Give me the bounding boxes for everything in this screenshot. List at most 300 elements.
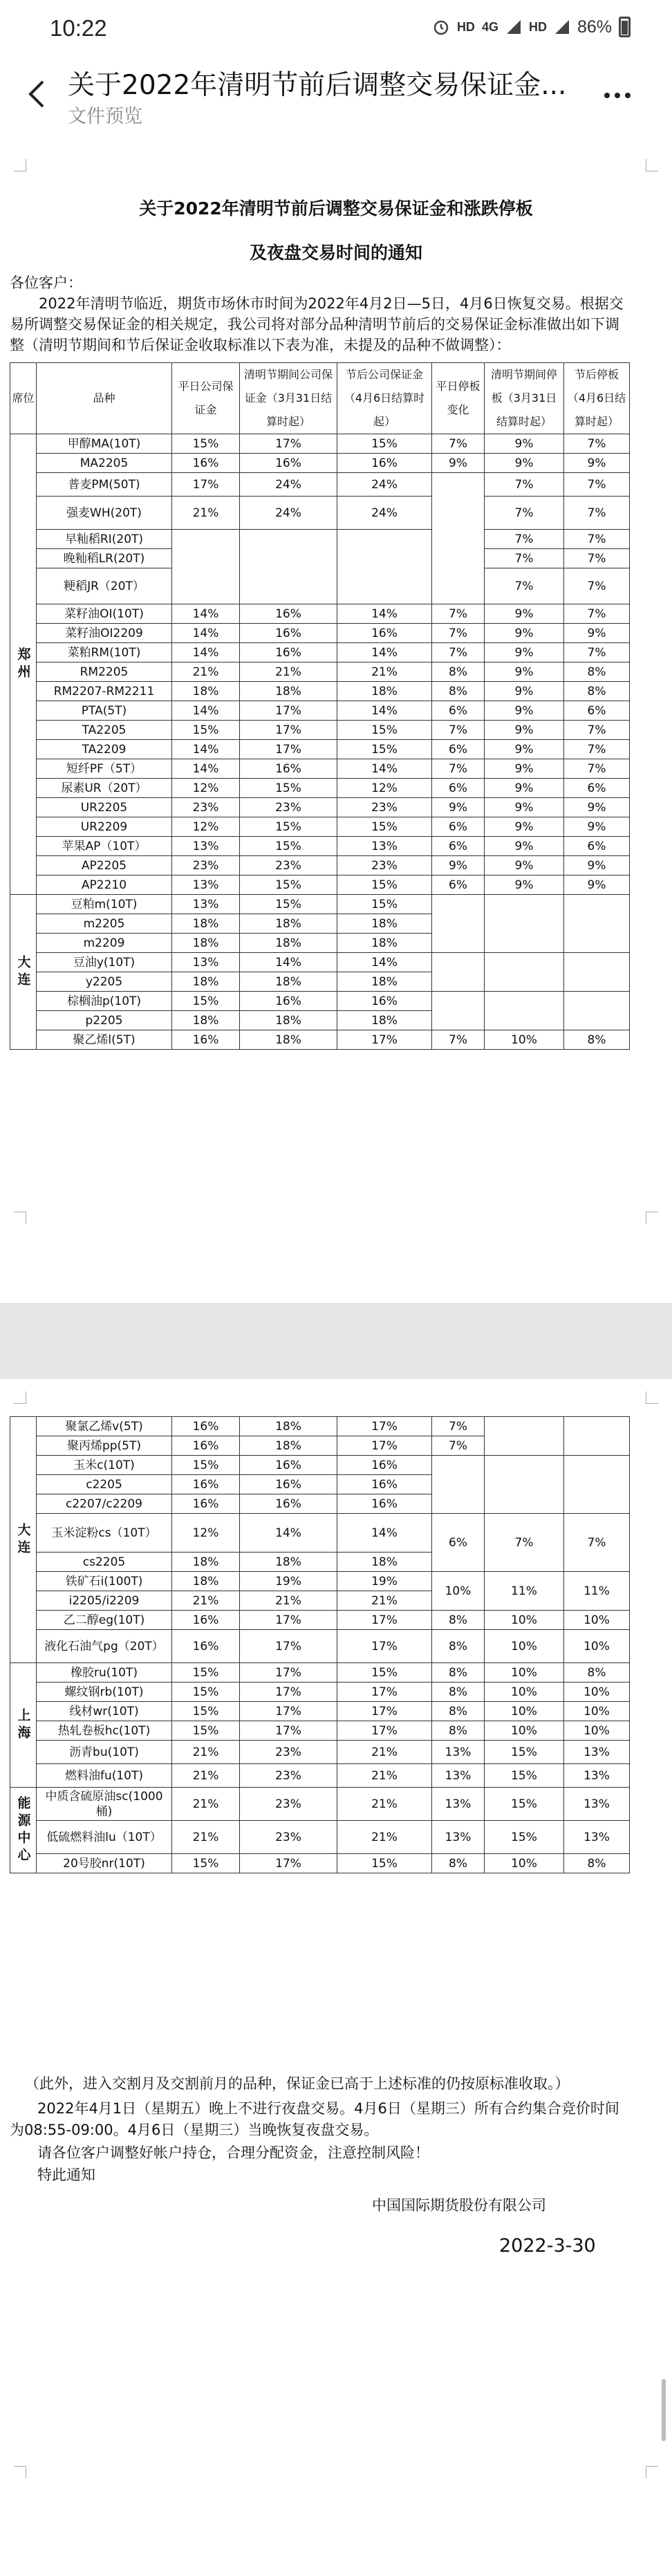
normal-margin-cell: 21% [172,1591,240,1611]
product-cell: 粳稻JR（20T） [37,568,172,604]
risk-reminder: 请各位客户调整好帐户持仓，合理分配资金，注意控制风险！ [37,2144,429,2161]
normal-margin-cell: 14% [172,759,240,779]
scrollbar-thumb[interactable] [662,2379,666,2441]
normal-margin-cell: 23% [172,798,240,817]
post-holiday-limit-cell: 7% [564,549,630,568]
product-cell: 橡胶ru(10T) [37,1663,172,1683]
post-holiday-margin-cell: 14% [337,953,432,972]
exchange-cell: 能源中心 [10,1788,37,1873]
product-cell: 低硫燃料油lu（10T） [37,1821,172,1854]
post-holiday-margin-cell: 17% [337,1683,432,1702]
holiday-limit-cell: 9% [485,740,564,759]
post-holiday-margin-cell: 17% [337,1030,432,1050]
holiday-margin-cell: 16% [240,1475,337,1494]
product-cell: UR2205 [37,798,172,817]
post-holiday-limit-cell: 9% [564,454,630,473]
holiday-margin-cell: 17% [240,740,337,759]
table-row [10,1741,630,1764]
post-holiday-margin-cell: 15% [337,740,432,759]
product-cell: 螺纹钢rb(10T) [37,1683,172,1702]
limit-change-cell [432,992,485,1030]
post-holiday-limit-cell: 9% [564,624,630,643]
normal-margin-cell: 15% [172,1456,240,1475]
intro-paragraph: 2022年清明节临近，期货市场休市时间为2022年4月2日—5日，4月6日恢复交易。根据交易所调整交易保证金的相关规定，我公司将对部分品种清明节前后的交易保证金标准做出如下调整（清明节期间和节后保证金收取标准以下表为准，未提及的品种不做调整）： [10,295,624,353]
normal-margin-cell: 21% [172,1764,240,1788]
product-cell: 液化石油气pg（20T） [37,1630,172,1663]
post-holiday-limit-cell [564,1456,630,1514]
limit-change-cell: 8% [432,1854,485,1873]
post-holiday-limit-cell: 8% [564,682,630,701]
normal-margin-cell: 16% [172,1475,240,1494]
page-corner-mark [646,2466,658,2478]
holiday-limit-cell: 10% [485,1611,564,1630]
limit-change-cell: 13% [432,1741,485,1764]
normal-margin-cell: 16% [172,1030,240,1050]
limit-change-cell: 7% [432,1417,485,1436]
post-holiday-limit-cell: 9% [564,798,630,817]
holiday-margin-cell: 16% [240,624,337,643]
margin-table-part-2 [10,1416,630,1873]
battery-percent: 86% [577,17,612,37]
network-label-hd: HD [456,19,475,34]
limit-change-cell: 6% [432,740,485,759]
post-holiday-limit-cell: 10% [564,1683,630,1702]
post-holiday-limit-cell: 10% [564,1702,630,1721]
holiday-limit-cell [485,1417,564,1456]
product-cell: 沥青bu(10T) [37,1741,172,1764]
product-cell: 菜籽油OI(10T) [37,604,172,624]
product-cell: 20号胶nr(10T) [37,1854,172,1873]
normal-margin-cell: 15% [172,1721,240,1741]
post-holiday-margin-cell: 16% [337,1475,432,1494]
post-holiday-limit-cell: 7% [564,604,630,624]
holiday-margin-cell: 17% [240,434,337,454]
page-corner-mark [646,159,658,172]
product-cell: 燃料油fu(10T) [37,1764,172,1788]
margin-table-part-1 [10,362,630,1050]
post-holiday-limit-cell: 9% [564,817,630,837]
product-cell: 早籼稻RI(20T) [37,530,172,549]
normal-margin-cell: 13% [172,953,240,972]
post-holiday-limit-cell: 11% [564,1572,630,1611]
table-row [10,1854,630,1873]
post-holiday-margin-cell: 14% [337,604,432,624]
product-cell: i2205/i2209 [37,1591,172,1611]
post-holiday-limit-cell [564,953,630,992]
holiday-limit-cell [485,992,564,1030]
holiday-margin-cell: 15% [240,817,337,837]
notice-date: 2022-3-30 [499,2235,596,2257]
normal-margin-cell: 18% [172,1572,240,1591]
holiday-limit-cell: 9% [485,798,564,817]
post-holiday-margin-cell: 17% [337,1630,432,1663]
header-cell: 清明节期间公司保证金（3月31日结算时起） [240,363,337,434]
post-holiday-margin-cell: 24% [337,497,432,530]
holiday-limit-cell: 9% [485,604,564,624]
holiday-margin-cell: 16% [240,1456,337,1475]
holiday-margin-cell: 18% [240,1553,337,1572]
product-cell: AP2205 [37,856,172,875]
table-row [10,837,630,856]
normal-margin-cell: 16% [172,1494,240,1514]
post-holiday-margin-cell: 18% [337,934,432,953]
post-holiday-margin-cell: 23% [337,856,432,875]
signal-icon [505,19,522,35]
post-holiday-margin-cell: 16% [337,624,432,643]
normal-margin-cell: 13% [172,895,240,914]
product-cell: 短纤PF（5T） [37,759,172,779]
table-row [10,817,630,837]
holiday-margin-cell: 23% [240,1788,337,1821]
clock: 10:22 [50,15,107,41]
post-holiday-margin-cell: 16% [337,1456,432,1475]
post-holiday-limit-cell: 13% [564,1821,630,1854]
post-holiday-margin-cell: 15% [337,875,432,895]
product-cell: TA2205 [37,721,172,740]
holiday-limit-cell: 9% [485,682,564,701]
holiday-limit-cell: 7% [485,473,564,497]
normal-margin-cell: 13% [172,837,240,856]
document-page-1 [0,133,672,1303]
table-row [10,1683,630,1702]
post-holiday-limit-cell: 6% [564,837,630,856]
limit-change-cell: 6% [432,701,485,721]
table-row [10,624,630,643]
post-holiday-margin-cell: 15% [337,895,432,914]
holiday-margin-cell: 16% [240,759,337,779]
holiday-limit-cell: 15% [485,1764,564,1788]
post-holiday-limit-cell: 7% [564,568,630,604]
limit-change-cell: 6% [432,779,485,798]
post-holiday-margin-cell: 12% [337,779,432,798]
normal-margin-cell: 14% [172,624,240,643]
holiday-limit-cell [485,953,564,992]
holiday-limit-cell: 9% [485,662,564,682]
post-holiday-margin-cell: 21% [337,662,432,682]
normal-margin-cell: 12% [172,1514,240,1553]
table-row [10,662,630,682]
product-cell: MA2205 [37,454,172,473]
product-cell: 强麦WH(20T) [37,497,172,530]
limit-change-cell: 7% [432,759,485,779]
holiday-margin-cell: 18% [240,972,337,992]
normal-margin-cell: 21% [172,1821,240,1854]
page-separator [0,1303,672,1379]
table-row [10,1630,630,1663]
normal-margin-cell: 15% [172,992,240,1011]
post-holiday-margin-cell: 17% [337,1611,432,1630]
holiday-margin-cell: 18% [240,682,337,701]
night-session-notice: 2022年4月1日（星期五）晚上不进行夜盘交易。4月6日（星期三）所有合约集合竞价时间为08:55-09:00。4月6日（星期三）当晚恢复夜盘交易。 [10,2100,619,2138]
normal-margin-cell: 18% [172,914,240,934]
post-holiday-margin-cell: 17% [337,1436,432,1456]
holiday-margin-cell: 17% [240,1630,337,1663]
holiday-limit-cell: 11% [485,1572,564,1611]
post-holiday-margin-cell: 18% [337,972,432,992]
post-holiday-margin-cell: 21% [337,1764,432,1788]
product-cell: y2205 [37,972,172,992]
post-holiday-limit-cell: 13% [564,1788,630,1821]
table-row [10,1417,630,1436]
product-cell: 线材wr(10T) [37,1702,172,1721]
normal-margin-cell: 16% [172,1436,240,1456]
product-cell: RM2207-RM2211 [37,682,172,701]
page-corner-mark [646,1391,658,1404]
normal-margin-cell: 18% [172,1011,240,1030]
table-row [10,1572,630,1591]
post-holiday-margin-cell: 21% [337,1788,432,1821]
holiday-margin-cell: 17% [240,1854,337,1873]
normal-margin-cell: 15% [172,721,240,740]
product-cell: m2205 [37,914,172,934]
holiday-margin-cell: 14% [240,1514,337,1553]
limit-change-cell: 8% [432,1721,485,1741]
header-cell: 品种 [37,363,172,434]
holiday-limit-cell: 10% [485,1030,564,1050]
holiday-limit-cell: 7% [485,497,564,530]
table-row [10,992,630,1011]
post-holiday-limit-cell [564,895,630,953]
header-cell: 平日公司保证金 [172,363,240,434]
holiday-margin-cell: 23% [240,1821,337,1854]
table-row [10,1611,630,1630]
holiday-margin-cell: 15% [240,875,337,895]
document-title: 关于2022年清明节前后调整交易保证金和涨跌停板 [139,198,533,219]
product-cell: 聚氯乙烯v(5T) [37,1417,172,1436]
post-holiday-limit-cell: 7% [564,740,630,759]
post-holiday-margin-cell: 15% [337,1663,432,1683]
document-title-line-2: 及夜盘交易时间的通知 [249,243,422,263]
normal-margin-cell: 16% [172,1417,240,1436]
holiday-limit-cell: 10% [485,1663,564,1683]
post-holiday-margin-cell: 14% [337,759,432,779]
post-holiday-limit-cell: 7% [564,1514,630,1572]
status-icons [432,17,631,37]
product-cell: 豆粕m(10T) [37,895,172,914]
product-cell: 苹果AP（10T） [37,837,172,856]
table-row [10,682,630,701]
normal-margin-cell: 21% [172,1788,240,1821]
table-row [10,473,630,497]
holiday-margin-cell: 23% [240,1764,337,1788]
limit-change-cell: 8% [432,682,485,701]
holiday-limit-cell: 9% [485,817,564,837]
holiday-margin-cell: 14% [240,953,337,972]
post-holiday-margin-cell: 13% [337,837,432,856]
table-row [10,643,630,662]
limit-change-cell: 10% [432,1572,485,1611]
post-holiday-limit-cell: 7% [564,643,630,662]
holiday-margin-cell: 16% [240,643,337,662]
post-holiday-limit-cell: 8% [564,1030,630,1050]
holiday-margin-cell: 17% [240,1721,337,1741]
post-holiday-margin-cell: 16% [337,992,432,1011]
page-corner-mark [14,1391,26,1404]
normal-margin-cell: 15% [172,1854,240,1873]
limit-change-cell: 6% [432,1514,485,1572]
limit-change-cell: 7% [432,643,485,662]
header-cell: 节后停板（4月6日结算时起） [564,363,630,434]
normal-margin-cell: 15% [172,1702,240,1721]
back-arrow-icon[interactable] [24,77,51,111]
product-cell: 棕榈油p(10T) [37,992,172,1011]
product-cell: AP2210 [37,875,172,895]
limit-change-cell: 8% [432,662,485,682]
holiday-limit-cell: 9% [485,721,564,740]
holiday-margin-cell: 18% [240,914,337,934]
product-cell: 菜粕RM(10T) [37,643,172,662]
header-cell: 平日停板变化 [432,363,485,434]
company-name: 中国国际期货股份有限公司 [372,2197,546,2214]
normal-margin-cell: 21% [172,497,240,530]
holiday-margin-cell: 18% [240,1436,337,1456]
limit-change-cell: 13% [432,1764,485,1788]
post-holiday-margin-cell: 18% [337,682,432,701]
product-cell: UR2209 [37,817,172,837]
holiday-margin-cell: 17% [240,1611,337,1630]
holiday-limit-cell: 15% [485,1788,564,1821]
normal-margin-cell: 14% [172,604,240,624]
post-holiday-limit-cell [564,1417,630,1456]
table-row [10,497,630,530]
post-holiday-margin-cell: 19% [337,1572,432,1591]
product-cell: 尿素UR（20T） [37,779,172,798]
header-cell: 节后公司保证金（4月6日结算时起） [337,363,432,434]
post-holiday-margin-cell: 14% [337,643,432,662]
holiday-margin-cell: 17% [240,1702,337,1721]
exchange-cell: 大连 [10,895,37,1050]
holiday-limit-cell [485,1456,564,1514]
holiday-margin-cell [240,530,337,604]
table-row [10,1788,630,1821]
holiday-limit-cell: 9% [485,434,564,454]
limit-change-cell: 7% [432,604,485,624]
holiday-margin-cell: 23% [240,856,337,875]
holiday-margin-cell: 24% [240,497,337,530]
normal-margin-cell: 14% [172,643,240,662]
product-cell: 聚乙烯l(5T) [37,1030,172,1050]
normal-margin-cell: 21% [172,1741,240,1764]
file-preview-label: 文件预览 [68,106,142,127]
post-holiday-limit-cell: 7% [564,530,630,549]
product-cell: p2205 [37,1011,172,1030]
holiday-margin-cell: 21% [240,1591,337,1611]
normal-margin-cell: 12% [172,779,240,798]
product-cell: RM2205 [37,662,172,682]
table-row [10,1663,630,1683]
limit-change-cell: 7% [432,624,485,643]
normal-margin-cell: 21% [172,662,240,682]
header-cell: 清明节期间停板（3月31日结算时起） [485,363,564,434]
limit-change-cell: 9% [432,798,485,817]
holiday-limit-cell: 9% [485,701,564,721]
post-holiday-limit-cell: 9% [564,875,630,895]
post-holiday-limit-cell: 10% [564,1721,630,1741]
limit-change-cell [432,953,485,992]
post-holiday-margin-cell: 15% [337,817,432,837]
limit-change-cell: 7% [432,434,485,454]
normal-margin-cell: 17% [172,473,240,497]
limit-change-cell: 9% [432,454,485,473]
holiday-limit-cell: 10% [485,1854,564,1873]
limit-change-cell: 6% [432,817,485,837]
table-row [10,1821,630,1854]
holiday-margin-cell: 16% [240,604,337,624]
normal-margin-cell: 16% [172,454,240,473]
signal-icon-2 [554,19,570,35]
limit-change-cell: 6% [432,875,485,895]
table-row [10,895,630,914]
post-holiday-limit-cell: 13% [564,1764,630,1788]
table-row [10,604,630,624]
table-row [10,1456,630,1475]
product-cell: c2205 [37,1475,172,1494]
limit-change-cell [432,895,485,953]
normal-margin-cell: 14% [172,740,240,759]
more-options-icon[interactable] [603,82,632,109]
holiday-limit-cell: 10% [485,1683,564,1702]
holiday-margin-cell: 17% [240,721,337,740]
holiday-margin-cell: 15% [240,779,337,798]
document-page-2 [0,1379,672,2576]
product-cell: 聚丙烯pp(5T) [37,1436,172,1456]
post-holiday-margin-cell: 18% [337,914,432,934]
table-row [10,740,630,759]
holiday-margin-cell: 17% [240,701,337,721]
limit-change-cell: 8% [432,1702,485,1721]
table-header-row [10,363,630,434]
holiday-limit-cell: 9% [485,643,564,662]
normal-margin-cell: 18% [172,972,240,992]
status-bar [0,0,672,58]
post-holiday-limit-cell: 7% [564,497,630,530]
holiday-margin-cell: 16% [240,1494,337,1514]
post-holiday-margin-cell: 18% [337,1553,432,1572]
holiday-limit-cell: 10% [485,1702,564,1721]
normal-margin-cell: 16% [172,1611,240,1630]
post-holiday-margin-cell: 17% [337,1417,432,1436]
closing-line: 特此通知 [37,2167,95,2183]
product-cell: 中质含硫原油sc(1000桶) [37,1788,172,1821]
post-holiday-limit-cell [564,992,630,1030]
table-row [10,530,630,549]
holiday-limit-cell: 9% [485,624,564,643]
table-row [10,701,630,721]
post-holiday-margin-cell: 23% [337,798,432,817]
page-corner-mark [14,2466,26,2478]
product-cell: 玉米淀粉cs（10T） [37,1514,172,1553]
alarm-icon [432,18,450,36]
table-row [10,779,630,798]
product-cell: 玉米c(10T) [37,1456,172,1475]
holiday-limit-cell: 7% [485,549,564,568]
product-cell: 铁矿石i(100T) [37,1572,172,1591]
holiday-margin-cell: 15% [240,837,337,856]
holiday-margin-cell: 16% [240,454,337,473]
post-holiday-margin-cell [337,530,432,604]
product-cell: m2209 [37,934,172,953]
normal-margin-cell: 13% [172,875,240,895]
product-cell: 热轧卷板hc(10T) [37,1721,172,1741]
normal-margin-cell: 16% [172,1630,240,1663]
network-label-hd-2: HD [528,19,547,34]
normal-margin-cell: 18% [172,934,240,953]
holiday-margin-cell: 21% [240,662,337,682]
post-holiday-limit-cell: 8% [564,1854,630,1873]
limit-change-cell [432,473,485,604]
post-holiday-margin-cell: 15% [337,434,432,454]
post-holiday-limit-cell: 6% [564,701,630,721]
